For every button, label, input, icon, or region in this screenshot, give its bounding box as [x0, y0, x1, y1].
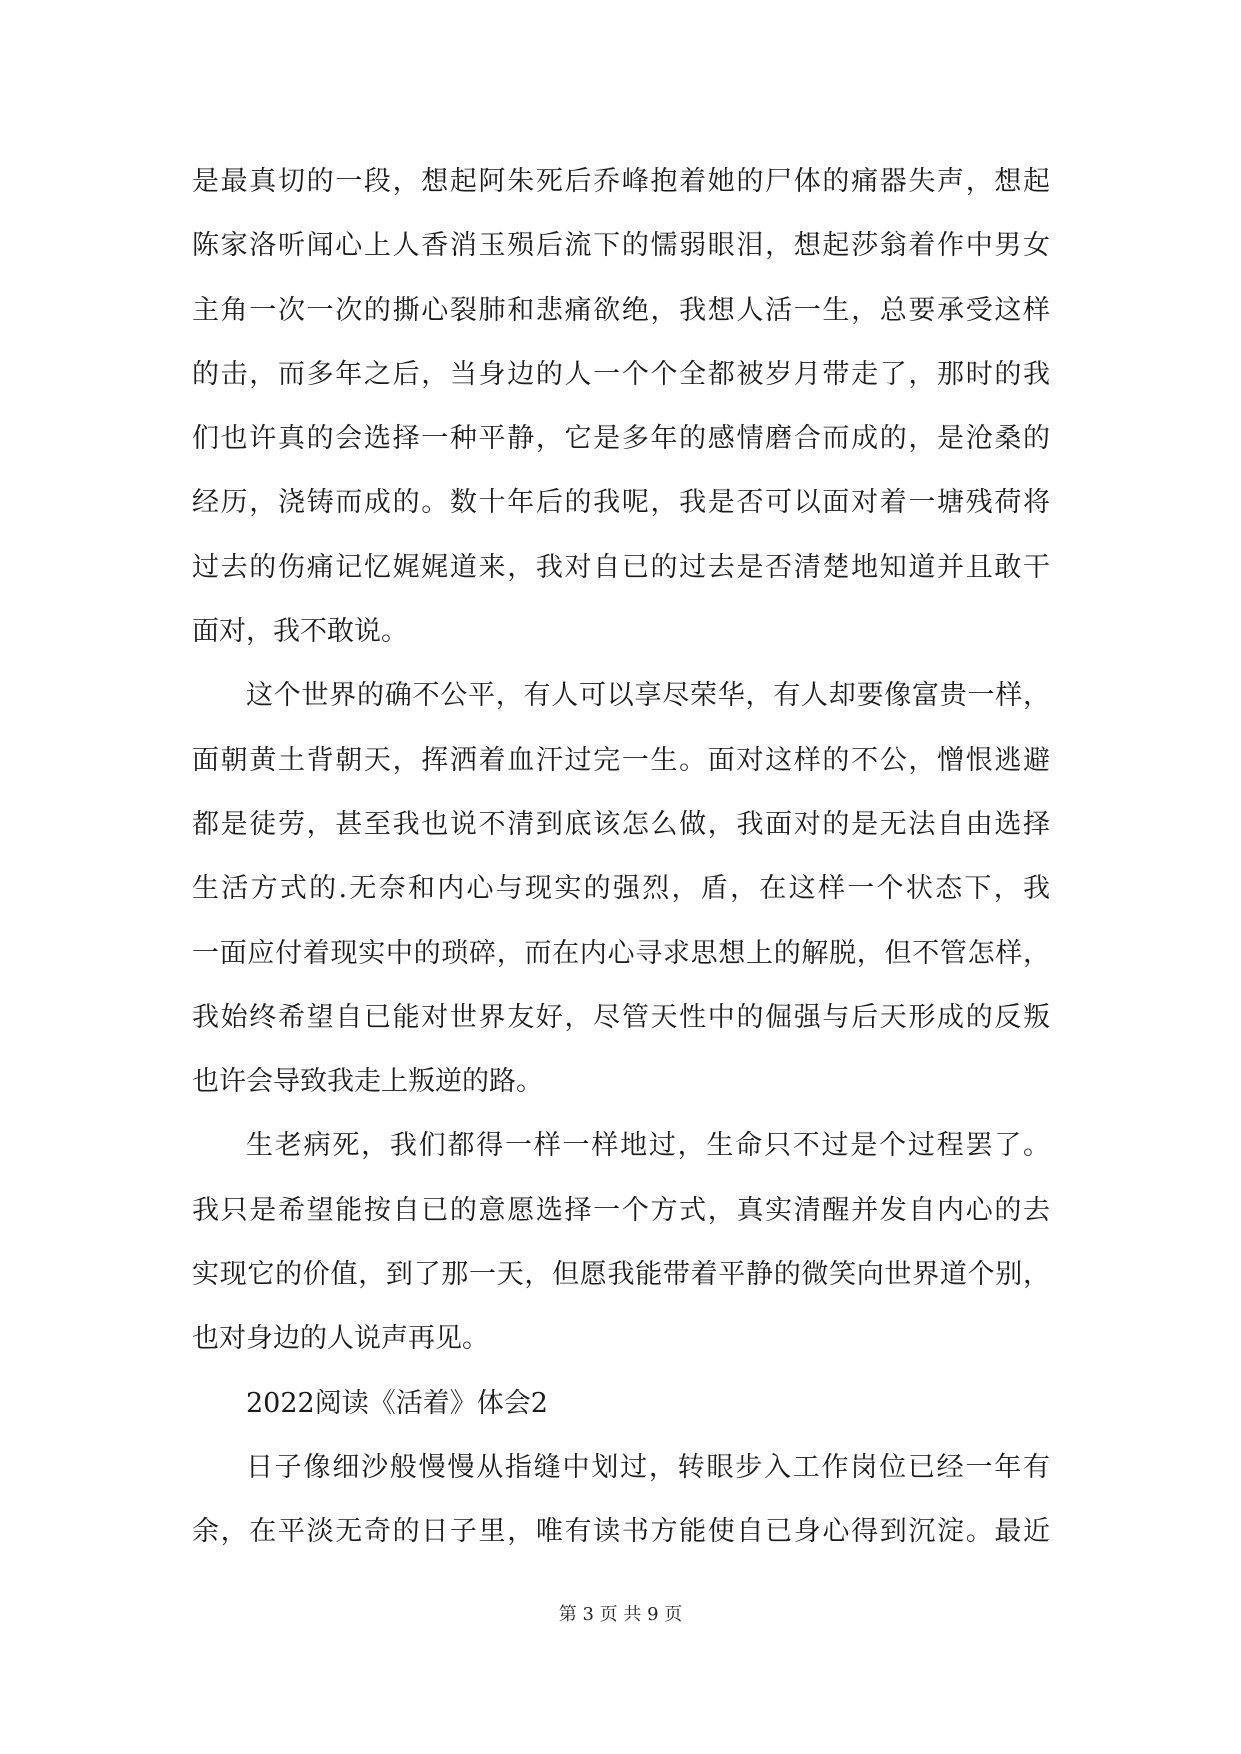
text-line: 过去的伤痛记忆娓娓道来，我对自已的过去是否清楚地知道并且敢干: [192, 551, 1050, 583]
text-line: 是最真切的一段，想起阿朱死后乔峰抱着她的尸体的痛器失声，想起: [192, 166, 1050, 197]
text-line: 这个世界的确不公平，有人可以享尽荣华，有人却要像富贵一样，: [246, 680, 1050, 712]
text-line: 也许会导致我走上叛逆的路。: [192, 1066, 543, 1098]
text-line: 日子像细沙般慢慢从指缝中划过，转眼步入工作岗位已经一年有: [246, 1451, 1050, 1483]
document-body: [192, 150, 1050, 1565]
text-line: 都是徒劳，甚至我也说不清到底该怎么做，我面对的是无法自由选择: [192, 808, 1050, 840]
section-heading: 2022阅读《活着》体会2: [246, 1387, 548, 1419]
text-line: 经历，浇铸而成的。数十年后的我呢，我是否可以面对着一塘残荷将: [192, 487, 1050, 519]
page-number-footer: 第 3 页 共 9 页: [558, 1604, 683, 1625]
text-line: 实现它的价值，到了那一天，但愿我能带着平静的微笑向世界道个别，: [192, 1259, 1050, 1291]
text-line: 我始终希望自已能对世界友好，尽管天性中的倔强与后天形成的反叛: [192, 1001, 1050, 1033]
text-line: 余，在平淡无奇的日子里，唯有读书方能使自已身心得到沉淀。最近: [192, 1516, 1050, 1548]
text-line: 一面应付着现实中的琐碎，而在内心寻求思想上的解脱，但不管怎样，: [192, 937, 1050, 969]
text-line: 也对身边的人说声再见。: [192, 1323, 489, 1355]
text-line: 生活方式的.无奈和内心与现实的强烈，盾，在这样一个状态下，我: [192, 873, 1050, 905]
text-line: 面朝黄土背朝天，挥洒着血汗过完一生。面对这样的不公，憎恨逃避: [192, 744, 1050, 776]
text-line: 生老病死，我们都得一样一样地过，生命只不过是个过程罢了。: [246, 1130, 1050, 1162]
text-line: 陈家洛听闻心上人香消玉殒后流下的懦弱眼泪，想起莎翁着作中男女: [192, 230, 1050, 262]
text-line: 面对，我不敢说。: [192, 616, 408, 648]
text-line: 主角一次一次的撕心裂肺和悲痛欲绝，我想人活一生，总要承受这样: [192, 294, 1050, 326]
text-line: 们也许真的会选择一种平静，它是多年的感情磨合而成的，是沧桑的: [192, 423, 1050, 455]
text-line: 我只是希望能按自已的意愿选择一个方式，真实清醒并发自内心的去: [192, 1194, 1050, 1226]
text-line: 的击，而多年之后，当身边的人一个个全都被岁月带走了，那时的我: [192, 358, 1050, 390]
